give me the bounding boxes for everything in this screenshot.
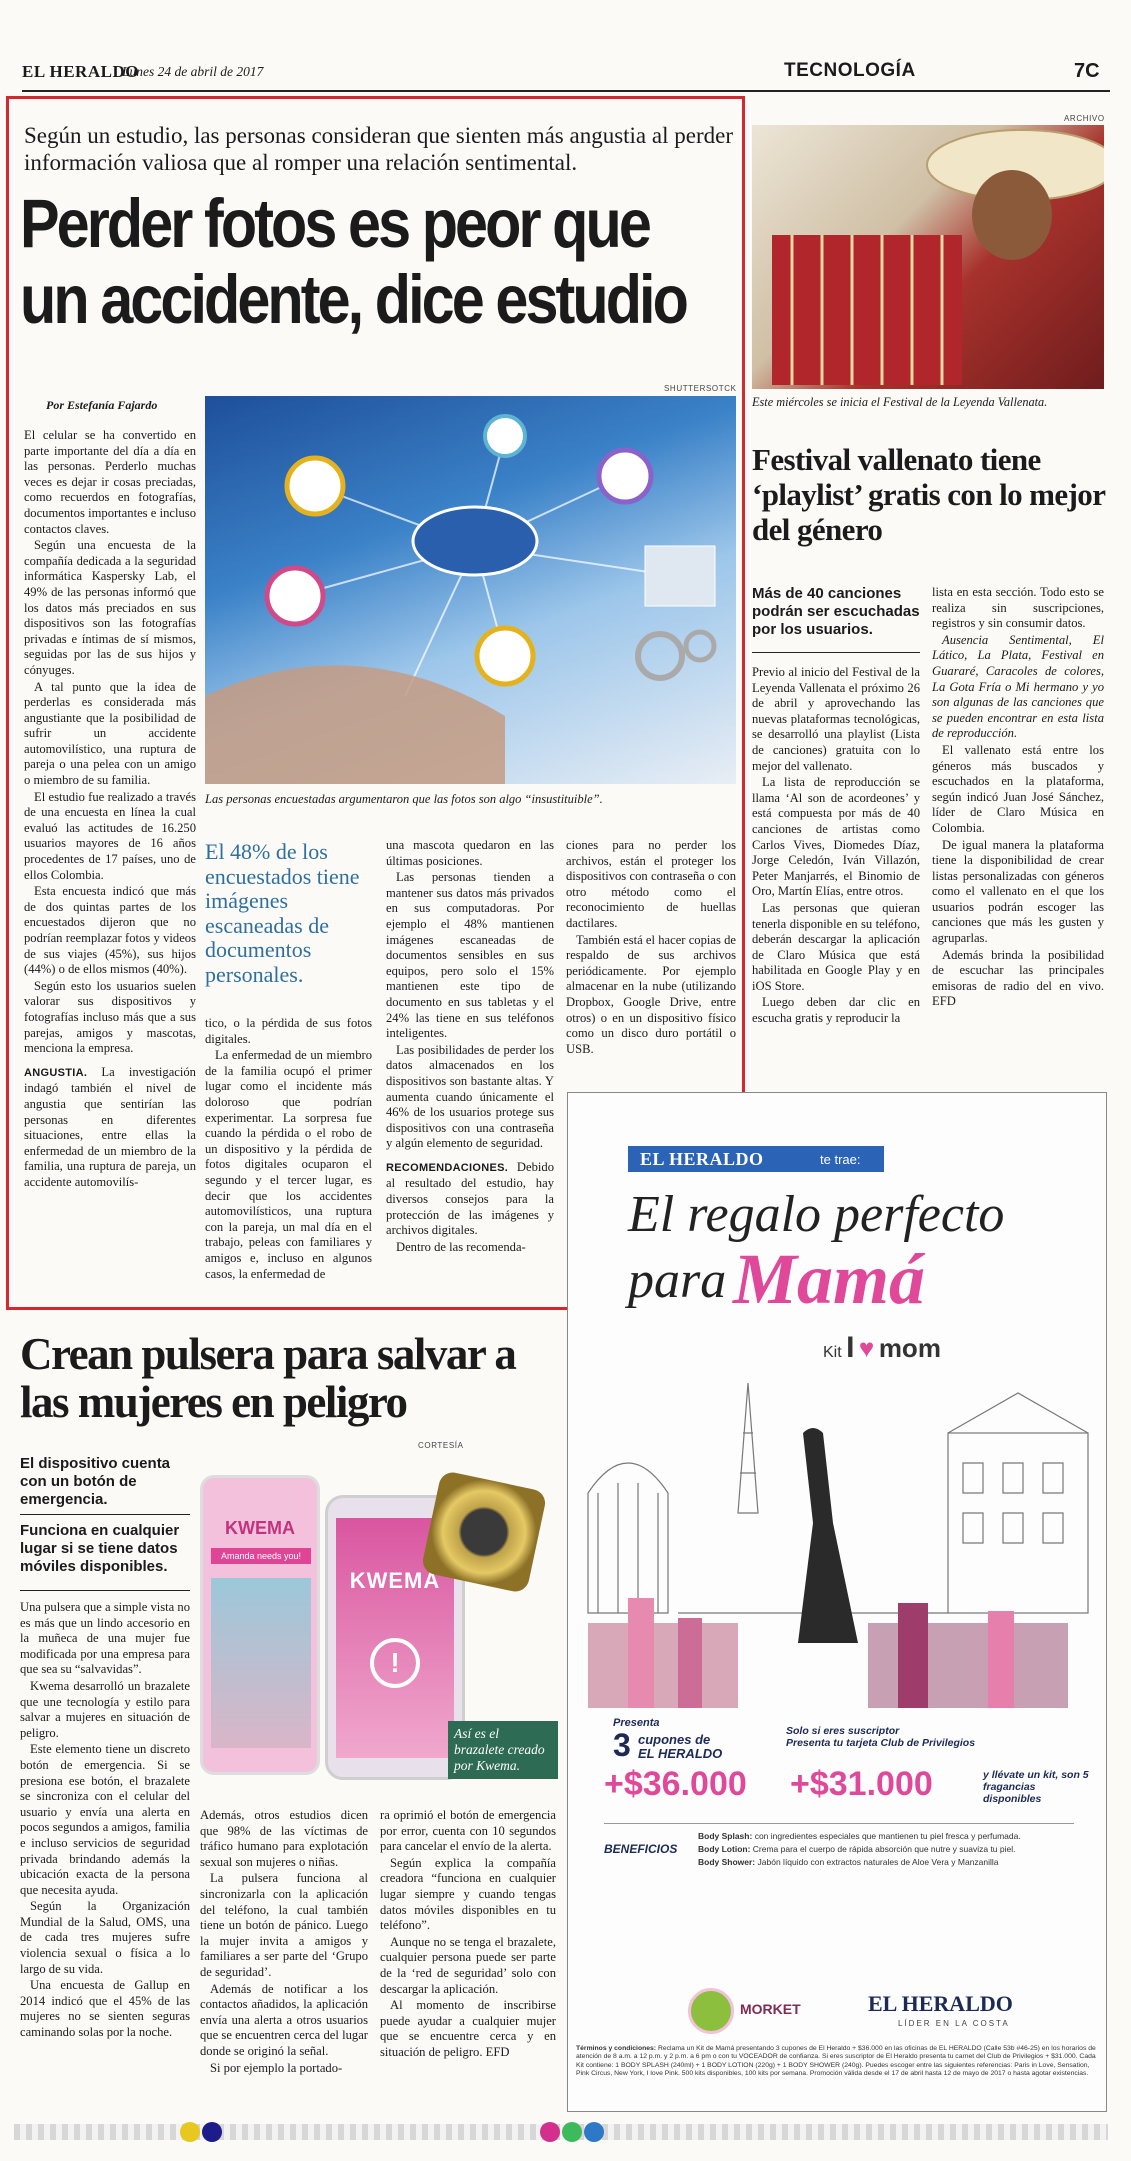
- lead-photo-caption: Las personas encuestadas argumentaron que las fotos son algo “insustituible”.: [205, 792, 603, 806]
- paris-sketch-illustration: [568, 1373, 1107, 1713]
- bracelet-image: [420, 1470, 547, 1594]
- pulsera-column-1: [20, 1600, 190, 2042]
- lead-photo-credit: SHUTTERSOTCK: [664, 384, 737, 393]
- paragraph: Luego deben dar clic en escucha gratis y reproducir la: [752, 995, 920, 1026]
- vallenato-photo-caption: Este miércoles se inicia el Festival de la Leyenda Vallenata.: [752, 395, 1048, 409]
- print-color-strip: [14, 2124, 1108, 2140]
- registration-magenta: [540, 2122, 560, 2142]
- benefit-name: Body Lotion:: [698, 1844, 751, 1854]
- partner-brand: MORKET: [740, 2001, 801, 2017]
- kit-i: I: [846, 1331, 855, 1364]
- kit-label: [823, 1331, 941, 1365]
- phone-icon: [599, 450, 651, 502]
- paragraph: El celular se ha convertido en parte importante del día a día en las personas. Perderlo muchas veces es dejar ir cosas preciadas, como recuerdos en fotografías, documentos importantes e incluso contactos claves.: [24, 428, 196, 536]
- vallenato-photo: [752, 125, 1104, 389]
- benefits-rule: [604, 1823, 1074, 1824]
- benefit-text: Crema para el cuerpo de rápida absorción que nutre y suaviza tu piel.: [752, 1844, 1016, 1854]
- paragraph: lista en esta sección. Todo esto se realiza sin suscripciones, registros y sin consumir datos.: [932, 585, 1104, 631]
- paragraph: A tal punto que la idea de perderlas es considerada más angustiante que la posibilidad de sufrir un accidente automovilístico, una ruptura de pareja o una pelea con un amigo o miembro de su familia.: [24, 679, 196, 788]
- paragraph: Según esto los usuarios suelen valorar sus dispositivos y fotografías incluso más que a sus parejas, amigos y mascotas, menciona la empresa.: [24, 978, 196, 1056]
- paragraph: Una pulsera que a simple vista no es más que un lindo accesorio en la muñeca de una mujer fue modificada por una empresa para que sea su “salvavidas”.: [20, 1600, 190, 1677]
- paragraph: tico, o la pérdida de sus fotos digitales.: [205, 1016, 372, 1046]
- ad-title-para: para: [628, 1252, 727, 1309]
- ad-brand-bar: [628, 1146, 884, 1172]
- paragraph: Según explica la compañía creadora “funciona en cualquier lugar siempre y cuando tengas datos móviles disponibles en tu teléfono”.: [380, 1855, 556, 1933]
- footer-brand: EL HERALDO: [868, 1991, 1013, 2016]
- vallenato-photo-credit: ARCHIVO: [1064, 114, 1105, 123]
- paragraph: Las personas tienden a mantener sus datos más privados en sus computadoras. Por ejemplo el 48% mantienen imágenes escaneadas de documentos sensibles en sus equipos, pero solo el 15% mantienen este tipo de documento en sus tabletas y el 24% las tiene en sus teléfonos inteligentes.: [386, 870, 554, 1041]
- deck-rule: [20, 1514, 190, 1515]
- app-logo: KWEMA: [225, 1518, 295, 1538]
- benefit-text: Jabón líquido con extractos naturales de Aloe Vera y Manzanilla: [757, 1857, 999, 1867]
- map-view: [211, 1578, 311, 1748]
- paragraph: El vallenato está entre los géneros más buscados y escuchados en la plataforma, según indicó Juan José Sánchez, líder de Claro Música en Colombia.: [932, 742, 1104, 835]
- offer1-number: 3: [613, 1727, 631, 1763]
- paragraph: una mascota quedaron en las últimas posiciones.: [386, 838, 554, 868]
- footer-tagline: LÍDER EN LA COSTA: [898, 2019, 1010, 2028]
- paragraph: Ausencia Sentimental, El Lático, La Plata, Festival en Guararé, Caracoles de colores, La Gota Fría o Mi hermano y yo son algunas de las canciones que se pueden encontrar en esta lista de reproducción.: [932, 632, 1104, 741]
- vallenato-column-1: [752, 665, 920, 1028]
- offer2-label: [786, 1725, 1006, 1749]
- ad-brand-suffix: te trae:: [820, 1152, 861, 1167]
- offer1-label-b: cupones de: [638, 1732, 711, 1747]
- pulsera-headline: Crean pulsera para salvar a las mujeres en peligro: [20, 1329, 516, 1427]
- perfume-bottles-left: [588, 1623, 738, 1708]
- network-illustration: [205, 396, 736, 784]
- benefits-label: BENEFICIOS: [604, 1842, 678, 1856]
- paragraph: Según una encuesta de la compañía dedicada a la seguridad informática Kaspersky Lab, el 49% de las personas informó que los datos más preciados en sus dispositivos son las fotografías privadas e íntimas de sí mismos, seguidas por las de sus hijos y cónyuges.: [24, 538, 196, 677]
- paragraph: Kwema desarrolló un brazalete que une tecnología y estilo para salvar a mujeres en situación de peligro.: [20, 1678, 190, 1740]
- terms-text: [576, 2045, 1100, 2079]
- paragraph: Además brinda la posibilidad de escuchar las principales emisoras de radio del en vivo. EFD: [932, 947, 1104, 1009]
- registration-green: [562, 2122, 582, 2142]
- registration-yellow: [180, 2122, 200, 2142]
- bottle-shape: [988, 1611, 1014, 1708]
- offer1-label-c: EL HERALDO: [638, 1746, 723, 1761]
- offer2-label-b: Presenta tu tarjeta Club de Privilegios: [786, 1737, 976, 1749]
- ad-title-line1: El regalo perfecto: [628, 1186, 1005, 1243]
- offer2-label-a: Solo si eres suscriptor: [786, 1725, 900, 1737]
- page-header: [22, 60, 1110, 94]
- deck-rule: [752, 652, 920, 653]
- benefits-list: [698, 1830, 1098, 1869]
- terms-body: Reclama un Kit de Mamá presentando 3 cupones de El Heraldo + $36.000 en las oficinas de EL HERALDO (Calle 53b #46-25) en los horarios de atención de 8 a.m. a 12 p.m. y 2 p.m. a 6 pm o con tu VOCEADOR de confianza. Si eres suscriptor de El Heraldo presenta tu carnet del Club de Privilegios + $31.000. Cada Kit contiene: 1 BODY SPLASH (240ml) + 1 BODY LOTION (220g) + 1 BODY SHOWER (240g). Puedes escoger entre las siguientes referencias: Paris in Love, Sensation, Pink Circus, New York, I love Pink. 500 kits disponibles, 100 kits por semana. Promoción válida desde el 17 de abril hasta 12 de mayo de 2017 o hasta agotar existencias.: [576, 2045, 1096, 2078]
- app-banner: Amanda needs you!: [211, 1548, 311, 1564]
- pulsera-photo: [200, 1475, 558, 1781]
- paragraph: Esta encuesta indicó que más de dos quintas partes de los encuestados dijeron que no podrían reemplazar fotos y videos de sus viajes (45%), sus hijos (44%) o de ellos mismos (40%).: [24, 884, 196, 977]
- benefit-item: [698, 1856, 1098, 1869]
- registration-cyan: [584, 2122, 604, 2142]
- vallenato-headline: Festival vallenato tiene ‘playlist’ gratis con lo mejor del género: [752, 442, 1105, 547]
- paragraph: [386, 1160, 554, 1239]
- hand-shape: [205, 665, 505, 784]
- lead-column-1: [24, 428, 196, 1192]
- vallenato-deck: Más de 40 canciones podrán ser escuchadas por los usuarios.: [752, 585, 920, 638]
- paragraph: La lista de reproducción se llama ‘Al son de acordeones’ y está compuesta por más de 40 canciones de artistas como Carlos Vives, Diomedes Díaz, Jorge Celedón, Iván Villazón, Peter Manjarrés, el Binomio de Oro, Martín Elías, entre otros.: [752, 775, 920, 899]
- morket-logo-icon: [688, 1988, 734, 2034]
- phone-back: [200, 1475, 320, 1775]
- paragraph: Aunque no se tenga el brazalete, cualquier persona puede ser parte de la ‘red de seguridad’ solo con descargar la aplicación.: [380, 1934, 556, 1996]
- benefit-name: Body Shower:: [698, 1857, 756, 1867]
- kit-word: Kit: [823, 1344, 842, 1361]
- advertisement: [567, 1092, 1107, 2112]
- app-logo: KWEMA: [349, 1568, 441, 1593]
- person-icon: [477, 628, 533, 684]
- offer-tail: y llévate un kit, son 5 fragancias disponibles: [983, 1769, 1089, 1805]
- paragraph: Las personas que quieran tenerla disponible en su teléfono, deberán descargar la aplicación de Claro Música que está habilitada en Google Play y en iOS Store.: [752, 900, 920, 993]
- header-rule: [22, 90, 1110, 92]
- paragraph: Una encuesta de Gallup en 2014 indicó que el 45% de las mujeres no se sienten seguras caminando solas por la noche.: [20, 1978, 190, 2040]
- runin-text: La investigación indagó también el nivel de angustia que sentirían las personas en diferentes situaciones, entre ellas la enfermedad de un miembro de la familia, una ruptura de pareja, un accidente automovilís-: [24, 1064, 196, 1189]
- heart-icon: ♥: [858, 1333, 875, 1363]
- bottle-shape: [678, 1618, 702, 1708]
- ad-brand: EL HERALDO: [640, 1149, 764, 1169]
- paragraph: Además, otros estudios dicen que 98% de las víctimas de tráfico humano para explotación sexual son mujeres o niñas.: [200, 1808, 368, 1869]
- chart-icon: [287, 458, 343, 514]
- paragraph: Al momento de inscribirse puede ayudar a cualquier mujer que se encuentre cerca y en situación de peligro. EFD: [380, 1998, 556, 2059]
- deck-rule: [20, 1590, 190, 1591]
- paragraph: ra oprimió el botón de emergencia por error, cuenta con 10 segundos para cancelar el envío de la alerta.: [380, 1808, 556, 1854]
- paragraph: La enfermedad de un miembro de la familia ocupó el primer lugar como el incidente más doloroso que podrían experimentar. La sorpresa fue cuando la pérdida o el robo de un dispositivo y la pérdida de fotos digitales ocuparon el segundo y el tercer lugar, es decir que los accidentes automovilísticos, una ruptura con la pareja, un mal día en el trabajo, peleas con familiares y amigos e, incluso en algunos casos, la enfermedad de: [205, 1048, 372, 1281]
- lead-photo: [205, 396, 736, 784]
- paragraph: Además de notificar a los contactos añadidos, la aplicación envía una alerta a otros usuarios que se encuentren cerca del lugar donde se originó la señal.: [200, 1981, 368, 2058]
- lead-headline-line1: Perder fotos es peor que: [20, 185, 649, 262]
- lead-column-2: [205, 1016, 372, 1283]
- pulsera-deck-1: El dispositivo cuenta con un botón de emergencia.: [20, 1455, 171, 1508]
- document-icon: [267, 568, 323, 624]
- paragraph: Si por ejemplo la portado-: [210, 2060, 343, 2075]
- pulsera-photo-credit: CORTESÍA: [418, 1441, 464, 1450]
- paragraph: La pulsera funciona al sincronizarla con la aplicación del teléfono, la cual también tiene un botón de pánico. Luego la mujer invita a amigos y familiares a ser parte del ‘Grupo de seguridad’.: [200, 1871, 368, 1979]
- bottle-shape: [898, 1603, 928, 1708]
- gear-icon: [686, 632, 714, 660]
- offer1-label-a: Presenta: [613, 1717, 660, 1729]
- offer2-price: +$31.000: [790, 1765, 933, 1803]
- face-shape: [972, 170, 1052, 260]
- pulsera-column-2: [200, 1808, 368, 2077]
- pulsera-photo-caption: Así es el brazalete creado por Kwema.: [448, 1721, 558, 1779]
- paragraph: Las posibilidades de perder los datos almacenados en los dispositivos son bastante altas. Y aumenta cuando únicamente el 46% de los usuarios protege sus dispositivos con una contraseña y algún elemento de seguridad.: [386, 1042, 554, 1151]
- lead-column-3: [386, 838, 554, 1256]
- paragraph: El estudio fue realizado a través de una encuesta en línea la cual evaluó las actitudes de 16.250 usuarios mayores de 16 años procedentes de 17 países, uno de ellos Colombia.: [24, 789, 196, 882]
- panic-button-icon: !: [370, 1638, 420, 1688]
- section-name: TECNOLOGÍA: [784, 60, 916, 81]
- page-number: 7C: [1074, 60, 1100, 82]
- lead-column-4: [566, 838, 736, 1058]
- issue-date: Lunes 24 de abril de 2017: [122, 64, 264, 79]
- paragraph: De igual manera la plataforma tiene la disponibilidad de crear listas personalizadas con géneros como el vallenato en el que los usuarios podrán escoger las canciones que más les gusten y agruparlas.: [932, 837, 1104, 946]
- lead-kicker: Según un estudio, las personas consideran que sienten más angustia al perder información valiosa que al romper una relación sentimental.: [24, 123, 733, 175]
- paragraph: ciones para no perder los archivos, están el proteger los dispositivos con contraseña o con otro método como el reconocimiento de huellas dactilares.: [566, 838, 736, 930]
- server-icon: [645, 546, 715, 606]
- subhead-runin: RECOMENDACIONES.: [386, 1161, 509, 1174]
- paragraph: Previo al inicio del Festival de la Leyenda Vallenata el próximo 26 de abril y aprovechando las nuevas plataformas tecnológicas, se desarrolló una playlist (Lista de canciones) gratuita con lo mejor del vallenato.: [752, 665, 920, 773]
- benefit-text: con ingredientes especiales que mantienen tu piel fresca y perfumada.: [754, 1831, 1021, 1841]
- paragraph: Este elemento tiene un discreto botón de emergencia. Si se presiona ese botón, el brazalete se sincroniza con el celular del usuario y envía una alerta en pocos segundos a amigos, familia e incluso servicios de seguridad privada brindando además la ubicación exacta de la persona que necesita ayuda.: [20, 1742, 190, 1897]
- benefit-name: Body Splash:: [698, 1831, 753, 1841]
- woman-silhouette: [798, 1428, 858, 1643]
- paragraph: También está el hacer copias de respaldo de sus archivos periódicamente. Por ejemplo almacenar en la nube (utilizando Dropbox, Google Drive, entre otros) o en un dispositivo físico como un disco duro portátil o USB.: [566, 932, 736, 1056]
- registration-blue: [202, 2122, 222, 2142]
- pulsera-column-3: [380, 1808, 556, 2062]
- gear-icon: [638, 634, 682, 678]
- paragraph: Dentro de las recomenda-: [396, 1239, 526, 1254]
- benefit-item: [698, 1830, 1098, 1843]
- paragraph: Según la Organización Mundial de la Salud, OMS, una de cada tres mujeres sufre violencia sexual o física a lo largo de su vida.: [20, 1899, 190, 1976]
- byline: Por Estefanía Fajardo: [46, 398, 158, 412]
- subhead-runin: ANGUSTIA.: [24, 1066, 88, 1079]
- cloud-icon: [413, 507, 537, 575]
- pull-quote: El 48% de los encuestados tiene imágenes escaneadas de documentos personales.: [205, 839, 360, 987]
- paragraph: [24, 1065, 196, 1191]
- ad-title-mama: Mamá: [733, 1239, 926, 1319]
- pulsera-deck-2: Funciona en cualquier lugar si se tiene datos móviles disponibles.: [20, 1522, 180, 1575]
- accordion-player-illustration: [752, 125, 1104, 389]
- vallenato-column-2: [932, 585, 1104, 1011]
- kit-mom: mom: [878, 1333, 941, 1363]
- tablet-icon: [485, 416, 525, 456]
- benefit-item: [698, 1843, 1098, 1856]
- lead-headline: [20, 185, 686, 338]
- offer1-price: +$36.000: [604, 1765, 747, 1803]
- accordion-shape: [772, 235, 962, 385]
- bottle-shape: [628, 1598, 654, 1708]
- terms-label: Términos y condiciones:: [576, 2045, 657, 2052]
- offer1-label: [638, 1733, 722, 1761]
- lead-headline-line2: un accidente, dice estudio: [20, 261, 686, 338]
- runin-text: Debido al resultado del estudio, hay diversos consejos para la protección de las imágenes y archivos digitales.: [386, 1159, 554, 1238]
- masthead: EL HERALDO: [22, 62, 139, 81]
